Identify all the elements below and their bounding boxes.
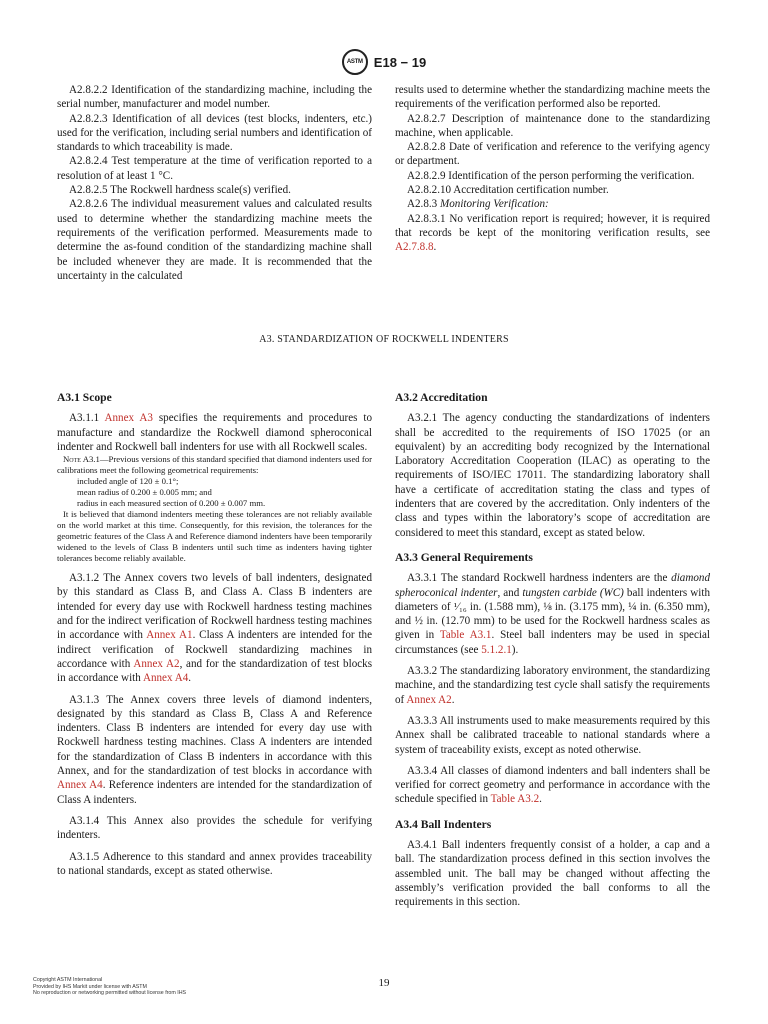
paragraph: A3.1.4 This Annex also provides the schedule for verifying indenters. [57, 814, 372, 842]
ref-link-annex-a3[interactable]: Annex A3 [104, 412, 153, 425]
text: diamond spheroconical indenter [395, 572, 710, 599]
text: . [188, 672, 192, 685]
text: . Class A indenters are intended for the indirect verification of Rockwell standardizing machines in accordance with [57, 629, 372, 670]
astm-logo-icon [342, 49, 368, 75]
paragraph: A2.8.2.8 Date of verification and reference to the verifying agency or department. [395, 141, 710, 168]
paragraph: A2.8.2.6 The individual measurement values and calculated results used to determine whether the standardizing machine meets the requirements of the verification performed. Measurements made to determine the as-found condition of the standardizing machine shall be included whenever they are made. It is recommended that the uncertainty in the calculated [57, 198, 372, 282]
section-heading: A3.3 General Requirements [395, 550, 533, 564]
ref-link-annex-a1[interactable]: Annex A1 [146, 629, 193, 642]
text: A3.1.2 The Annex covers two levels of ball indenters, designated by this standard as Class B, and Class A. Class B indenters are intended for every day use with Rockwell hardness testing machines and for the indirect verification of Rockwell hardness testing machines in accordance with [57, 572, 372, 642]
paragraph: results used to determine whether the standardizing machine meets the requirements of the verification performed also be reported. [395, 84, 710, 111]
note-label: Note [63, 454, 81, 465]
paragraph [395, 197, 710, 211]
text: ). [511, 643, 519, 656]
footer-line: Copyright ASTM International [33, 977, 103, 983]
text: A3.1.1 [69, 412, 100, 425]
text: A2.8.3.1 No verification report is required; however, it is required that records be kept of the monitoring verification results, see [395, 212, 710, 239]
text: ball indenters with diameters of ¹⁄₁₆ in. (1.588 mm), ⅛ in. (3.175 mm), ¼ in. (6.350 mm), and ½ in. (12.70 mm) to be used for the Rockwell hardness scales as given in [395, 586, 710, 642]
paragraph: A2.8.2.5 The Rockwell hardness scale(s) verified. [69, 184, 291, 197]
top-right-column [395, 83, 710, 255]
text: A3.1—Previous versions of this standard specified that diamond indenters used for calibrations meet the following geometrical requirements: [57, 454, 372, 476]
page-header [0, 50, 768, 74]
text: . Steel ball indenters may be used in special circumstances (see [395, 629, 710, 656]
paragraph: A3.2.1 The agency conducting the standardizations of indenters shall be accredited to the requirements of ISO 17025 (or an equivalent) by an accrediting body recognized by the International Laboratory Accreditation Cooperation (ILAC) as operating to the requirements of ISO/IEC 17011. The standardizing laboratory shall have a certificate of accreditation stating the class and types of indenters that are covered by the accreditation. Only indenters of the class and types within the laboratory’s scope of accreditation are considered to meet this standard, except as stated below. [395, 412, 710, 539]
top-left-column [57, 83, 372, 283]
text: A3.3.2 The standardizing laboratory environment, the standardizing machine, and the standardizing test cycle shall satisfy the requirements of [395, 665, 710, 706]
section-title: Monitoring Verification: [439, 198, 549, 211]
paragraph [57, 411, 372, 454]
paragraph [395, 571, 710, 657]
text: . [433, 241, 437, 254]
note-paragraph: It is believed that diamond indenters meeting these tolerances are not reliably available on the world market at this time. Consequently, for this revision, the tolerances for the geometric features of the Class A and Reference diamond indenters have been temporarily widened to the levels of Class B indenters until such time as indenters having tighter tolerances become reliably available. [57, 509, 372, 564]
bottom-right-column [395, 391, 710, 910]
text: specifies the requirements and procedures to manufacture and standardize the Rockwell diamond spheroconical indenter and Rockwell ball indenters for use with all Rockwell scales. [57, 412, 372, 453]
paragraph: A3.1.5 Adherence to this standard and annex provides traceability to national standards, except as stated otherwise. [57, 850, 372, 877]
footer-line: Provided by IHS Markit under license with ASTM [33, 983, 147, 990]
page-number: 19 [378, 977, 390, 989]
paragraph: A2.8.2.3 Identification of all devices (test blocks, indenters, etc.) used for the verification, including serial numbers and identification of standards to which traceability is made. [57, 112, 372, 154]
paragraph: A3.3.3 All instruments used to make measurements required by this Annex shall be calibrated traceable to national standards where a system of traceability exists, except as noted otherwise. [395, 714, 710, 756]
text: A3.3.4 All classes of diamond indenters and ball indenters shall be verified for correct geometry and performance in accordance with the schedule specified in [395, 764, 710, 806]
logo-text: ASTM [346, 59, 363, 65]
annex-title: A3. STANDARDIZATION OF ROCKWELL INDENTERS [259, 334, 509, 345]
text: , and for the standardization of test blocks in accordance with [57, 657, 373, 685]
note-line: included angle of 120 ± 0.1°; [77, 476, 179, 487]
ref-link-table-a3-2[interactable]: Table A3.2 [490, 793, 540, 806]
footer-line: No reproduction or networking permitted without license from IHS [33, 990, 187, 996]
ref-link-annex-a4[interactable]: Annex A4 [57, 779, 103, 792]
paragraph [57, 693, 372, 807]
text: tungsten carbide (WC) [522, 586, 624, 599]
paragraph: A2.8.2.4 Test temperature at the time of verification reported to a resolution of at least 1 °C. [57, 155, 372, 182]
text: . [451, 693, 455, 706]
ref-link-annex-a2[interactable]: Annex A2 [133, 657, 180, 670]
ref-link-annex-a4[interactable]: Annex A4 [142, 672, 189, 685]
ref-link-5-1-2-1[interactable]: 5.1.2.1 [481, 643, 512, 656]
section-heading: A3.2 Accreditation [395, 391, 488, 404]
text: . [539, 793, 542, 806]
ref-link-annex-a2[interactable]: Annex A2 [406, 693, 452, 706]
bottom-left-column [57, 391, 372, 878]
section-heading: A3.1 Scope [57, 391, 112, 404]
note-paragraph [57, 454, 372, 476]
paragraph: A3.4.1 Ball indenters frequently consist of a holder, a cap and a ball. The standardization process defined in this section involves the assembled unit. The ball may be changed without affecting the assembly’s verification provided the ball conforms to all the requirements in this section. [395, 839, 710, 909]
text: A3.1.3 The Annex covers three levels of diamond indenters, designated by this standard as Class B, Class A and Reference indenters. Class B indenters are intended for every day use with Rockwell hardness testing machines. Class A indenters are intended for the standardization of Class B indenters in accordance with this Annex, and for the standardization of test blocks in accordance with [57, 693, 372, 778]
section-number: A2.8.3 [407, 198, 438, 211]
paragraph [57, 571, 372, 685]
paragraph: A2.8.2.10 Accreditation certification number. [407, 184, 609, 197]
text: . Reference indenters are intended for the standardization of Class A indenters. [57, 779, 373, 806]
ref-link-table-a3-1[interactable]: Table A3.1 [439, 629, 492, 642]
text: A3.3.1 The standard Rockwell hardness indenters are the [407, 572, 668, 585]
paragraph [395, 764, 710, 807]
paragraph: A2.8.2.2 Identification of the standardizing machine, including the serial number, manufacturer and model number. [57, 84, 372, 111]
paragraph: A2.8.2.9 Identification of the person performing the verification. [407, 169, 695, 182]
note-line: radius in each measured section of 0.200 ± 0.007 mm. [77, 498, 266, 509]
text: , and [497, 586, 520, 599]
paragraph: A2.8.2.7 Description of maintenance done to the standardizing machine, when applicable. [395, 112, 710, 139]
section-heading: A3.4 Ball Indenters [395, 817, 492, 831]
standard-designation: E18 − 19 [373, 54, 427, 70]
paragraph [395, 664, 710, 707]
ref-link-a2-7-8-8[interactable]: A2.7.8.8 [395, 241, 434, 254]
note-line: mean radius of 0.200 ± 0.005 mm; and [77, 487, 212, 498]
note-block [57, 454, 372, 564]
paragraph [395, 212, 710, 255]
